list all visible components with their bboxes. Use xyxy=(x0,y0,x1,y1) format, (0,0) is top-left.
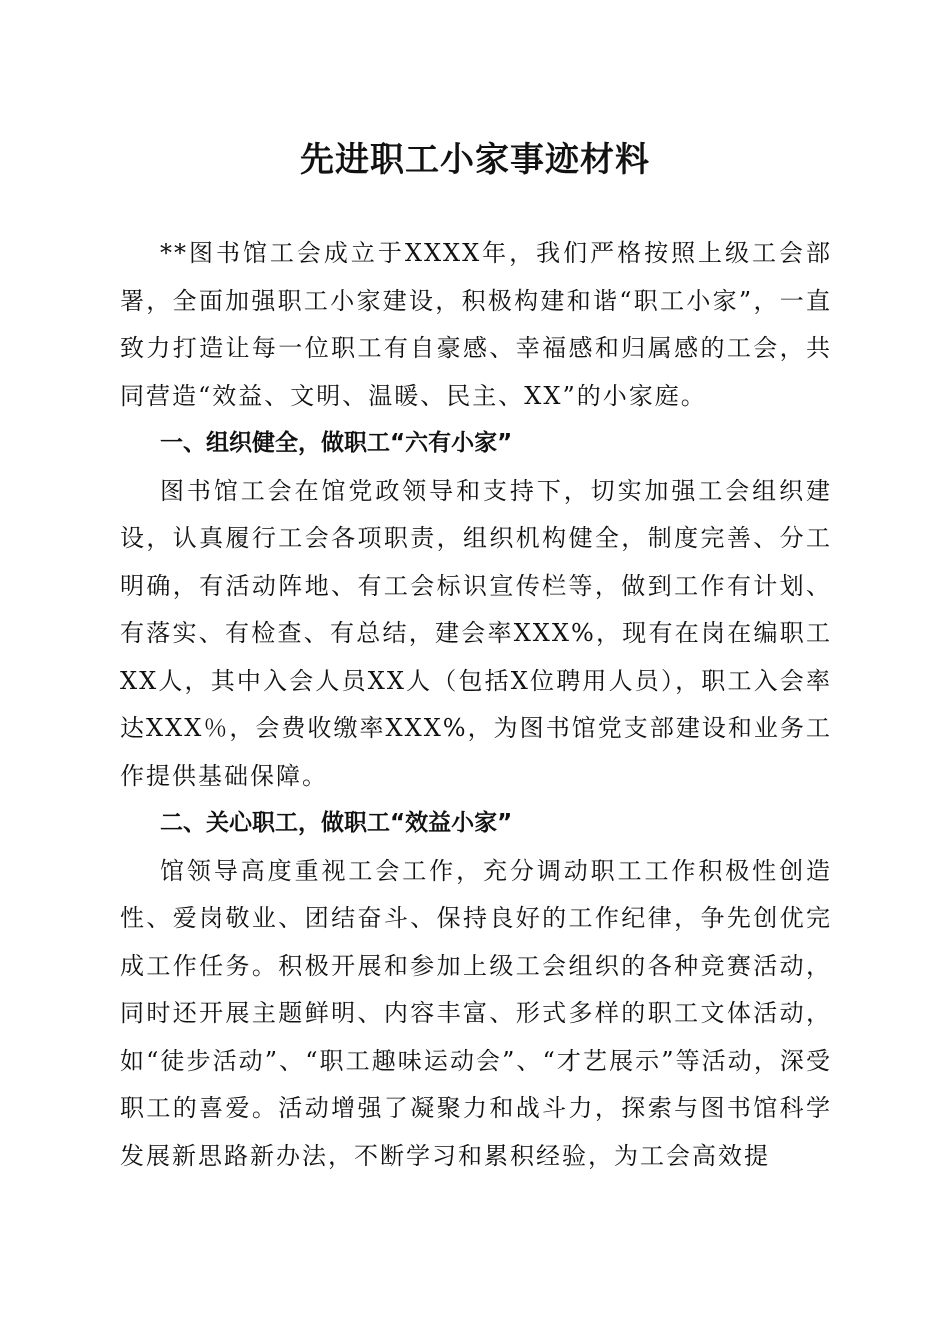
section-paragraph-2: 馆领导高度重视工会工作，充分调动职工工作积极性创造性、爱岗敬业、团结奋斗、保持良好的工作纪律，争先创优完成工作任务。积极开展和参加上级工会组织的各种竞赛活动，同时还开展主题鲜明、内容丰富、形式多样的职工文体活动，如“徒步活动”、“职工趣味运动会”、“才艺展示”等活动，深受职工的喜爱。活动增强了凝聚力和战斗力，探索与图书馆科学发展新思路新办法，不断学习和累积经验，为工会高效提 xyxy=(120,856,832,1170)
document-body xyxy=(120,230,832,1180)
section-paragraph-1: 图书馆工会在馆党政领导和支持下，切实加强工会组织建设，认真履行工会各项职责，组织机构健全，制度完善、分工明确，有活动阵地、有工会标识宣传栏等，做到工作有计划、有落实、有检查、有总结，建会率XXX%，现有在岗在编职工XX人，其中入会人员XX人（包括X位聘用人员），职工入会率达XXX％，会费收缴率XXX%，为图书馆党支部建设和业务工作提供基础保障。 xyxy=(120,476,832,790)
page-title: 先进职工小家事迹材料 xyxy=(300,140,650,180)
section-heading-2: 二、关心职工，做职工“效益小家” xyxy=(160,810,513,836)
section-heading-1: 一、组织健全，做职工“六有小家” xyxy=(160,430,513,456)
intro-paragraph: **图书馆工会成立于XXXX年，我们严格按照上级工会部署，全面加强职工小家建设，积极构建和谐“职工小家”，一直致力打造让每一位职工有自豪感、幸福感和归属感的工会，共同营造“效益、文明、温暖、民主、XX”的小家庭。 xyxy=(120,239,832,410)
